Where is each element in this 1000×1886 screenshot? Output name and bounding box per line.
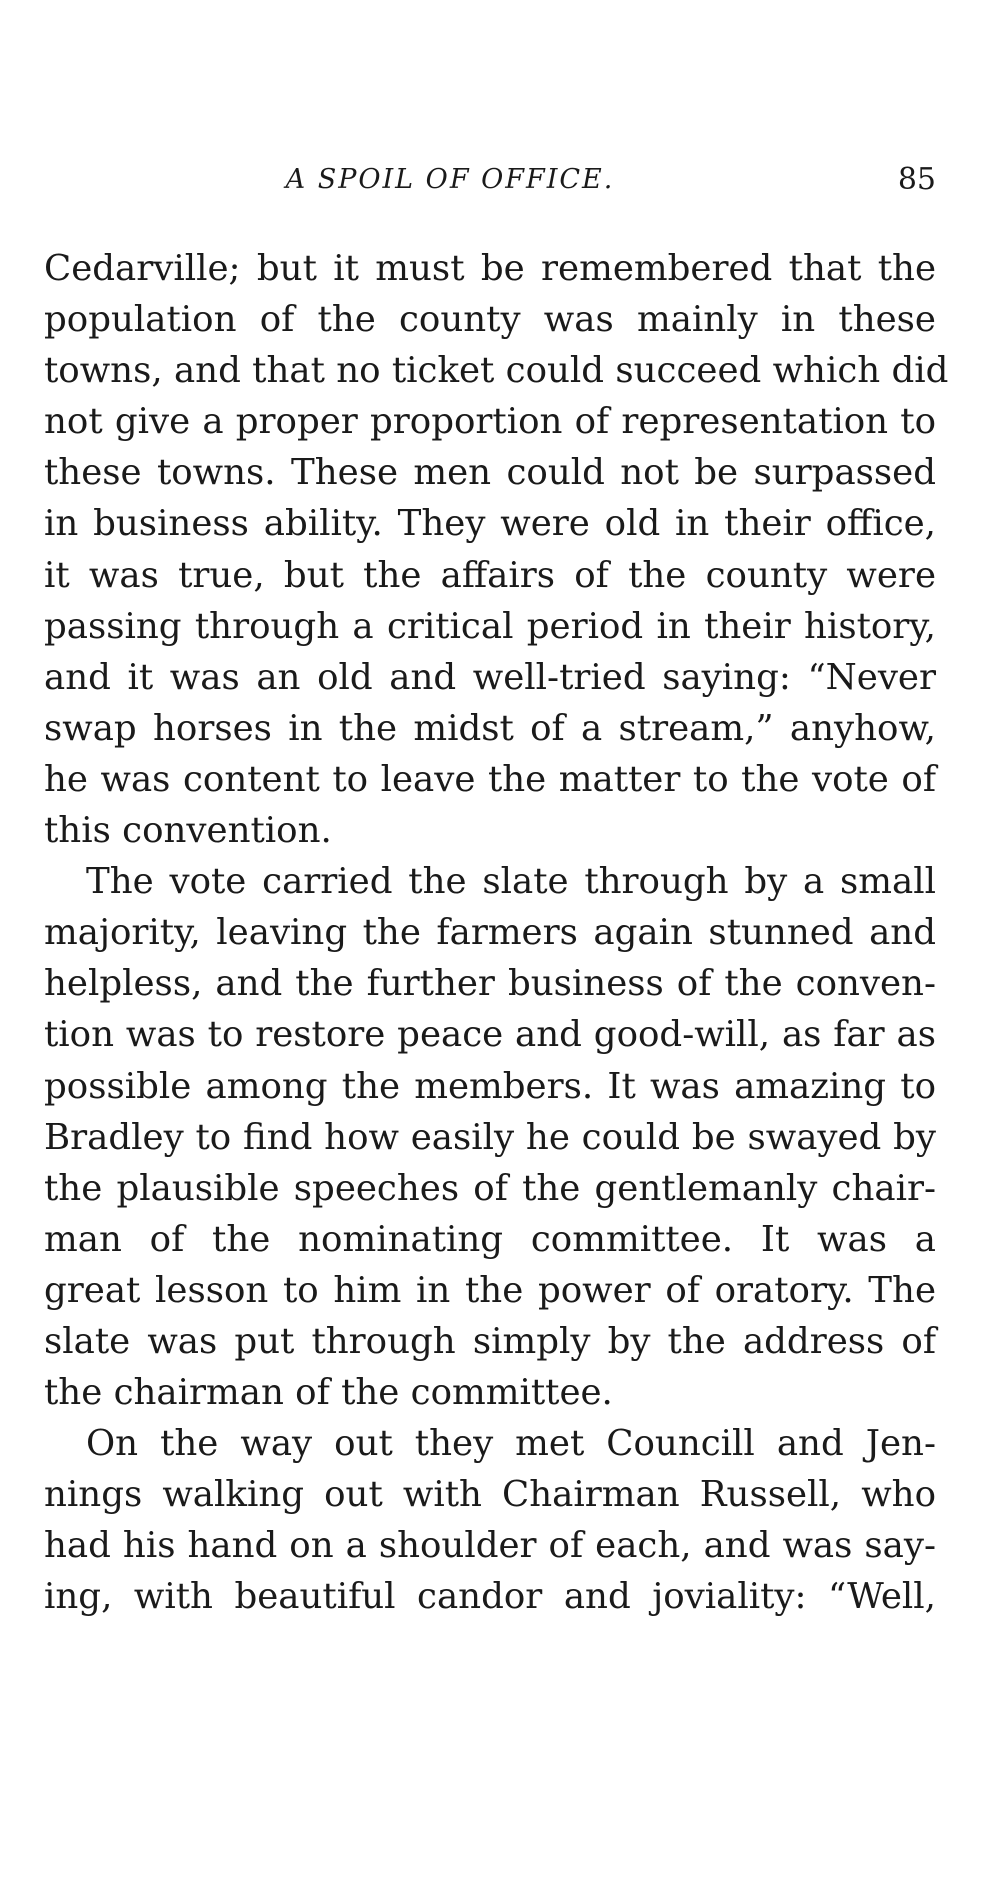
text-line: population of the county was mainly in these (44, 299, 936, 341)
text-line: it was true, but the affairs of the county were (44, 554, 936, 596)
paragraph-3 (44, 1418, 936, 1622)
text-line: and it was an old and well-tried saying: “Never (44, 656, 936, 698)
running-title: A SPOIL OF OFFICE. (285, 164, 615, 195)
text-line: possible among the members. It was amazing to (44, 1065, 936, 1107)
text-line: the chairman of the committee. (44, 1372, 613, 1414)
page-number: 85 (897, 162, 936, 197)
text-line: man of the nominating committee. It was a (44, 1218, 936, 1260)
text-line: in business ability. They were old in their office, (44, 503, 936, 545)
text-line: The vote carried the slate through by a small (86, 861, 936, 903)
text-line: swap horses in the midst of a stream,” anyhow, (44, 707, 936, 749)
text-line: this convention. (44, 810, 332, 852)
text-line: he was content to leave the matter to the vote of (44, 758, 936, 800)
text-line: nings walking out with Chairman Russell, who (44, 1474, 936, 1516)
text-line: great lesson to him in the power of oratory. The (44, 1269, 936, 1311)
text-line: Bradley to find how easily he could be swayed by (44, 1116, 936, 1158)
text-line: majority, leaving the farmers again stunned and (44, 912, 936, 954)
text-line: had his hand on a shoulder of each, and was say- (44, 1525, 936, 1567)
text-line: helpless, and the further business of the conven- (44, 963, 936, 1005)
text-line: On the way out they met Councill and Jen- (86, 1423, 936, 1465)
text-line: passing through a critical period in their history, (44, 605, 936, 647)
text-line: these towns. These men could not be surpassed (44, 452, 936, 494)
text-line: slate was put through simply by the address of (44, 1320, 936, 1362)
body-text (44, 243, 949, 1623)
paragraph-1 (44, 243, 949, 856)
text-line: tion was to restore peace and good-will, as far as (44, 1014, 936, 1056)
paragraph-2 (44, 856, 936, 1418)
running-head (44, 158, 936, 202)
text-line: Cedarville; but it must be remembered that the (44, 248, 936, 289)
text-line: the plausible speeches of the gentlemanly chair- (44, 1167, 936, 1209)
text-line: ing, with beautiful candor and joviality: “Well, (44, 1576, 936, 1618)
text-line: towns, and that no ticket could succeed which did (44, 350, 949, 392)
text-line: not give a proper proportion of representation to (44, 401, 936, 443)
